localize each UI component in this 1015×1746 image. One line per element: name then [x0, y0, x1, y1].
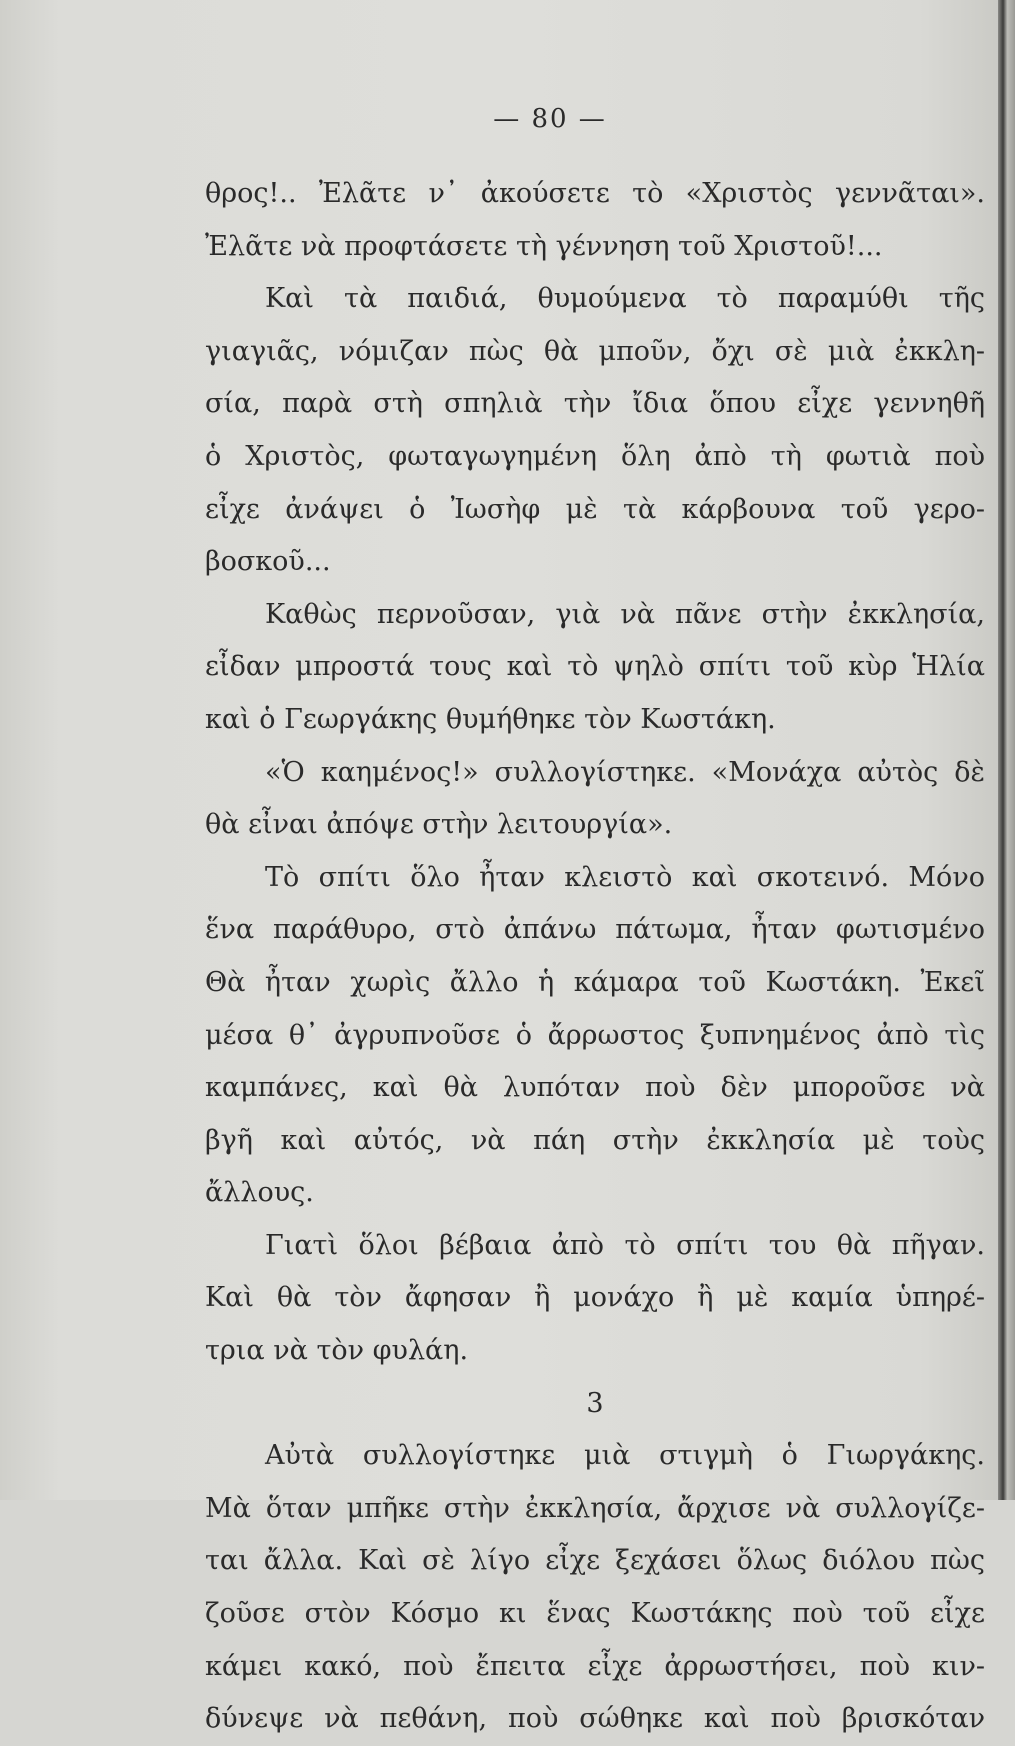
text-line: ται ἄλλα. Καὶ σὲ λίγο εἶχε ξεχάσει ὅλως διόλου πὼς — [205, 1545, 985, 1577]
text-line: «Ὁ καημένος!» συλλογίστηκε. «Μονάχα αὐτὸς δὲ — [265, 756, 985, 788]
text-line: Ἐλᾶτε νὰ προφτάσετε τὴ γέννηση τοῦ Χριστοῦ!... — [205, 230, 883, 262]
text-line: σία, παρὰ στὴ σπηλιὰ τὴν ἴδια ὅπου εἶχε γεννηθῆ — [205, 388, 985, 420]
text-line: τρια νὰ τὸν φυλάη. — [205, 1335, 469, 1367]
text-line: καμπάνες, καὶ θὰ λυπόταν ποὺ δὲν μποροῦσε νὰ — [205, 1072, 985, 1104]
text-line: ζοῦσε στὸν Κόσμο κι ἕνας Κωστάκης ποὺ τοῦ εἶχε — [205, 1598, 985, 1630]
section-number: 3 — [586, 1387, 604, 1419]
text-line: ὁ Χριστὸς, φωταγωγημένη ὅλη ἀπὸ τὴ φωτιὰ ποὺ — [205, 440, 985, 472]
text-line: Μὰ ὅταν μπῆκε στὴν ἐκκλησία, ἄρχισε νὰ συλλογίζε- — [205, 1492, 985, 1524]
text-line: ἕνα παράθυρο, στὸ ἀπάνω πάτωμα, ἦταν φωτισμένο — [205, 914, 985, 946]
body-text — [205, 168, 985, 1746]
text-line: γιαγιᾶς, νόμιζαν πὼς θὰ μποῦν, ὄχι σὲ μιὰ ἐκκλη- — [205, 335, 985, 367]
text-line: δύνεψε νὰ πεθάνη, ποὺ σώθηκε καὶ ποὺ βρισκόταν — [205, 1703, 985, 1735]
text-line: βοσκοῦ... — [205, 546, 331, 578]
text-line: Γιατὶ ὅλοι βέβαια ἀπὸ τὸ σπίτι του θὰ πῆγαν. — [265, 1229, 985, 1261]
text-line: κάμει κακό, ποὺ ἔπειτα εἶχε ἀρρωστήσει, ποὺ κιν- — [205, 1650, 985, 1682]
text-line: θὰ εἶναι ἀπόψε στὴν λειτουργία». — [205, 809, 673, 841]
text-line: μέσα θ᾽ ἀγρυπνοῦσε ὁ ἄρρωστος ξυπνημένος ἀπὸ τὶς — [205, 1019, 985, 1051]
text-line: ἄλλους. — [205, 1177, 314, 1209]
text-line: βγῆ καὶ αὐτός, νὰ πάη στὴν ἐκκλησία μὲ τοὺς — [205, 1124, 985, 1156]
text-line: Καὶ θὰ τὸν ἄφησαν ἢ μονάχο ἢ μὲ καμία ὑπηρέ- — [205, 1282, 985, 1314]
text-line: εἶδαν μπροστά τους καὶ τὸ ψηλὸ σπίτι τοῦ κὺρ Ἡλία — [205, 651, 985, 683]
text-line: Τὸ σπίτι ὅλο ἦταν κλειστὸ καὶ σκοτεινό. Μόνο — [265, 861, 985, 893]
text-line: εἶχε ἀνάψει ὁ Ἰωσὴφ μὲ τὰ κάρβουνα τοῦ γερο- — [205, 493, 985, 525]
text-line: Καθὼς περνοῦσαν, γιὰ νὰ πᾶνε στὴν ἐκκλησία, — [265, 598, 985, 630]
text-line: Αὐτὰ συλλογίστηκε μιὰ στιγμὴ ὁ Γιωργάκης. — [265, 1440, 985, 1472]
page-number: — 80 — — [493, 104, 607, 134]
text-line: καὶ ὁ Γεωργάκης θυμήθηκε τὸν Κωστάκη. — [205, 703, 776, 735]
page-edge — [998, 0, 1015, 1500]
text-line: Καὶ τὰ παιδιά, θυμούμενα τὸ παραμύθι τῆς — [265, 283, 985, 315]
text-line: θρος!.. Ἐλᾶτε ν᾽ ἀκούσετε τὸ «Χριστὸς γεννᾶται». — [205, 178, 985, 209]
text-line: Θὰ ἦταν χωρὶς ἄλλο ἡ κάμαρα τοῦ Κωστάκη. Ἐκεῖ — [205, 966, 985, 998]
